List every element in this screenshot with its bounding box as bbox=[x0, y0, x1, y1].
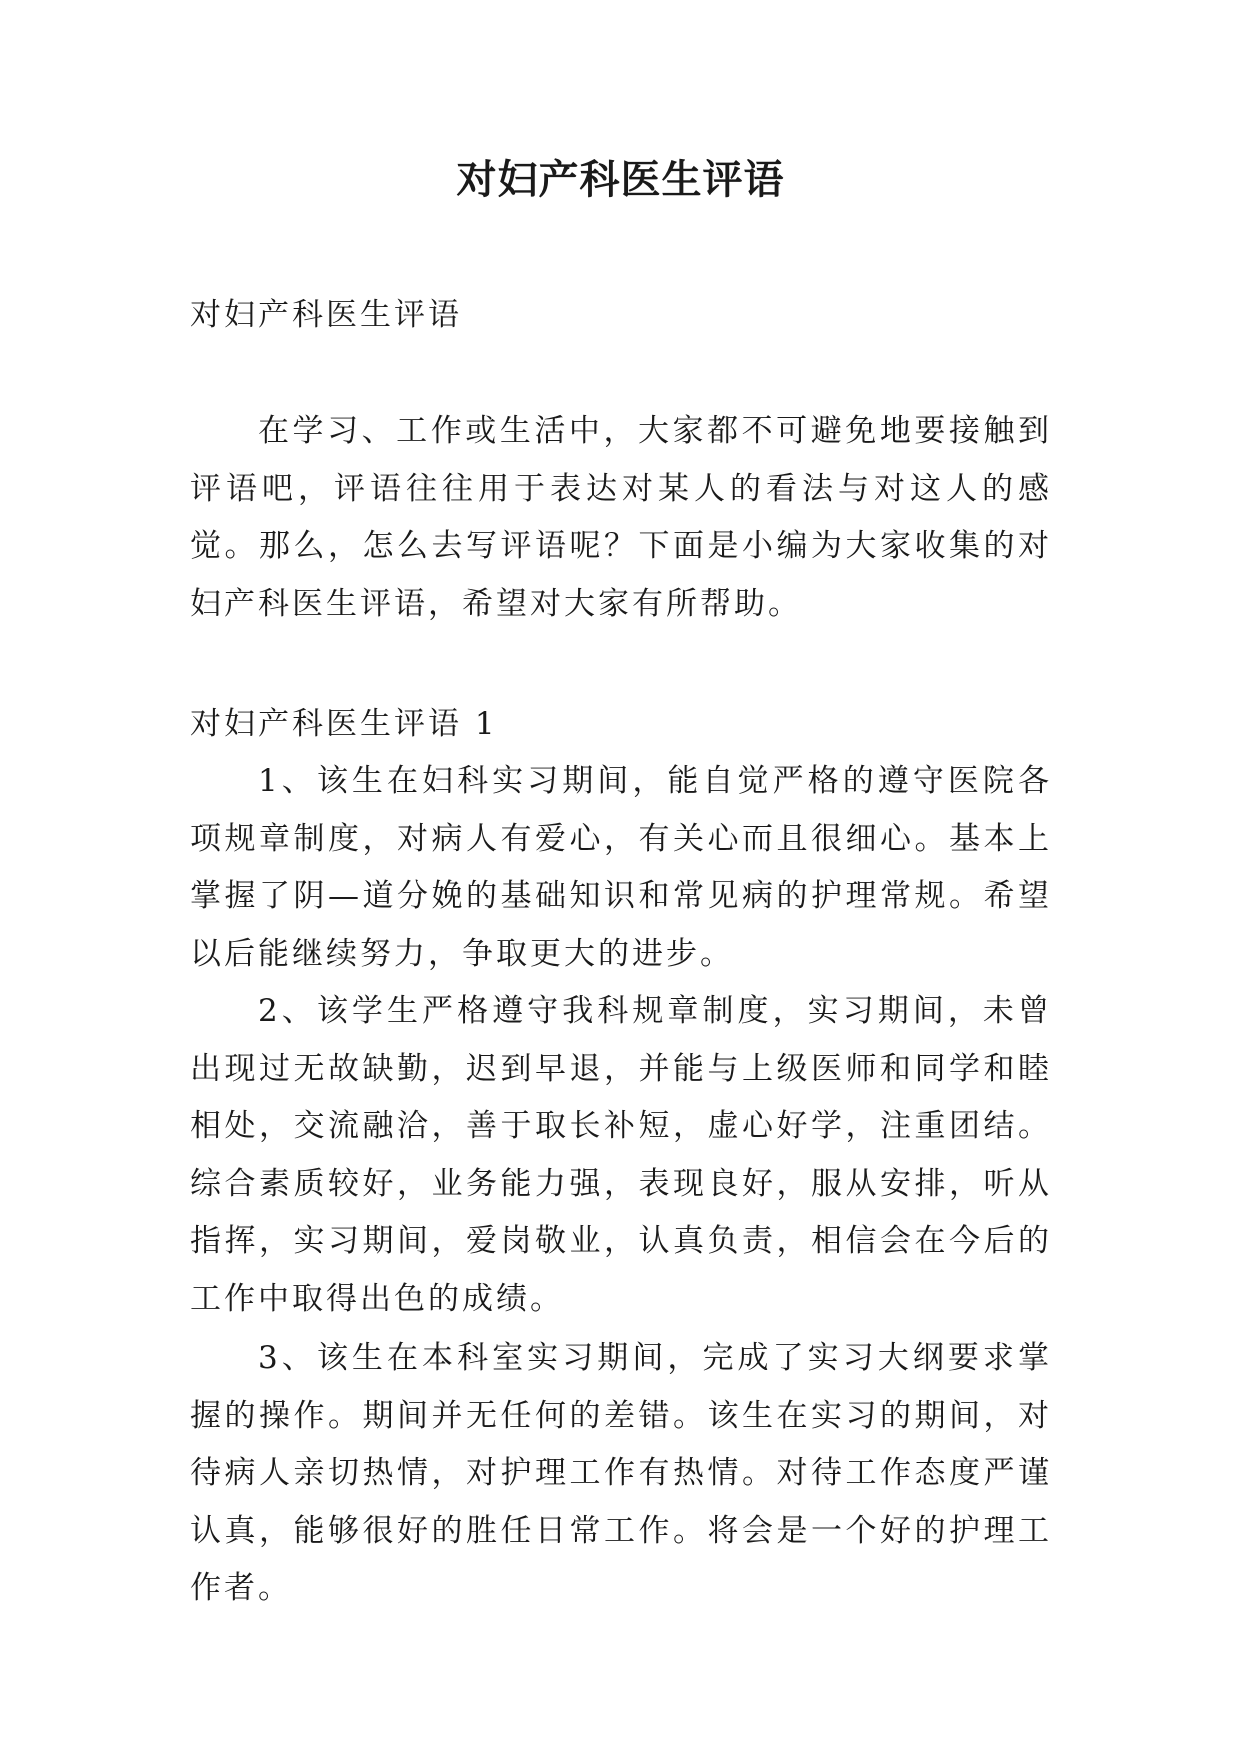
document-subtitle: 对妇产科医生评语 bbox=[190, 297, 462, 333]
intro-paragraph: 在学习、工作或生活中，大家都不可避免地要接触到评语吧，评语往往用于表达对某人的看法与对这人的感觉。那么，怎么去写评语呢？下面是小编为大家收集的对妇产科医生评语，希望对大家有所帮助。 bbox=[190, 413, 1052, 622]
comment-paragraph-2: 2、该学生严格遵守我科规章制度，实习期间，未曾出现过无故缺勤，迟到早退，并能与上级医师和同学和睦相处，交流融洽，善于取长补短，虚心好学，注重团结。综合素质较好，业务能力强，表现良好，服从安排，听从指挥，实习期间，爱岗敬业，认真负责，相信会在今后的工作中取得出色的成绩。 bbox=[190, 993, 1052, 1317]
comment-paragraph-3: 3、该生在本科室实习期间，完成了实习大纲要求掌握的操作。期间并无任何的差错。该生在实习的期间，对待病人亲切热情，对护理工作有热情。对待工作态度严谨认真，能够很好的胜任日常工作。将会是一个好的护理工作者。 bbox=[190, 1340, 1052, 1606]
comment-paragraph-1: 1、该生在妇科实习期间，能自觉严格的遵守医院各项规章制度，对病人有爱心，有关心而且很细心。基本上掌握了阴—道分娩的基础知识和常见病的护理常规。希望以后能继续努力，争取更大的进步。 bbox=[190, 763, 1052, 972]
page-title: 对妇产科医生评语 bbox=[456, 156, 785, 203]
section-heading: 对妇产科医生评语 1 bbox=[190, 706, 498, 742]
